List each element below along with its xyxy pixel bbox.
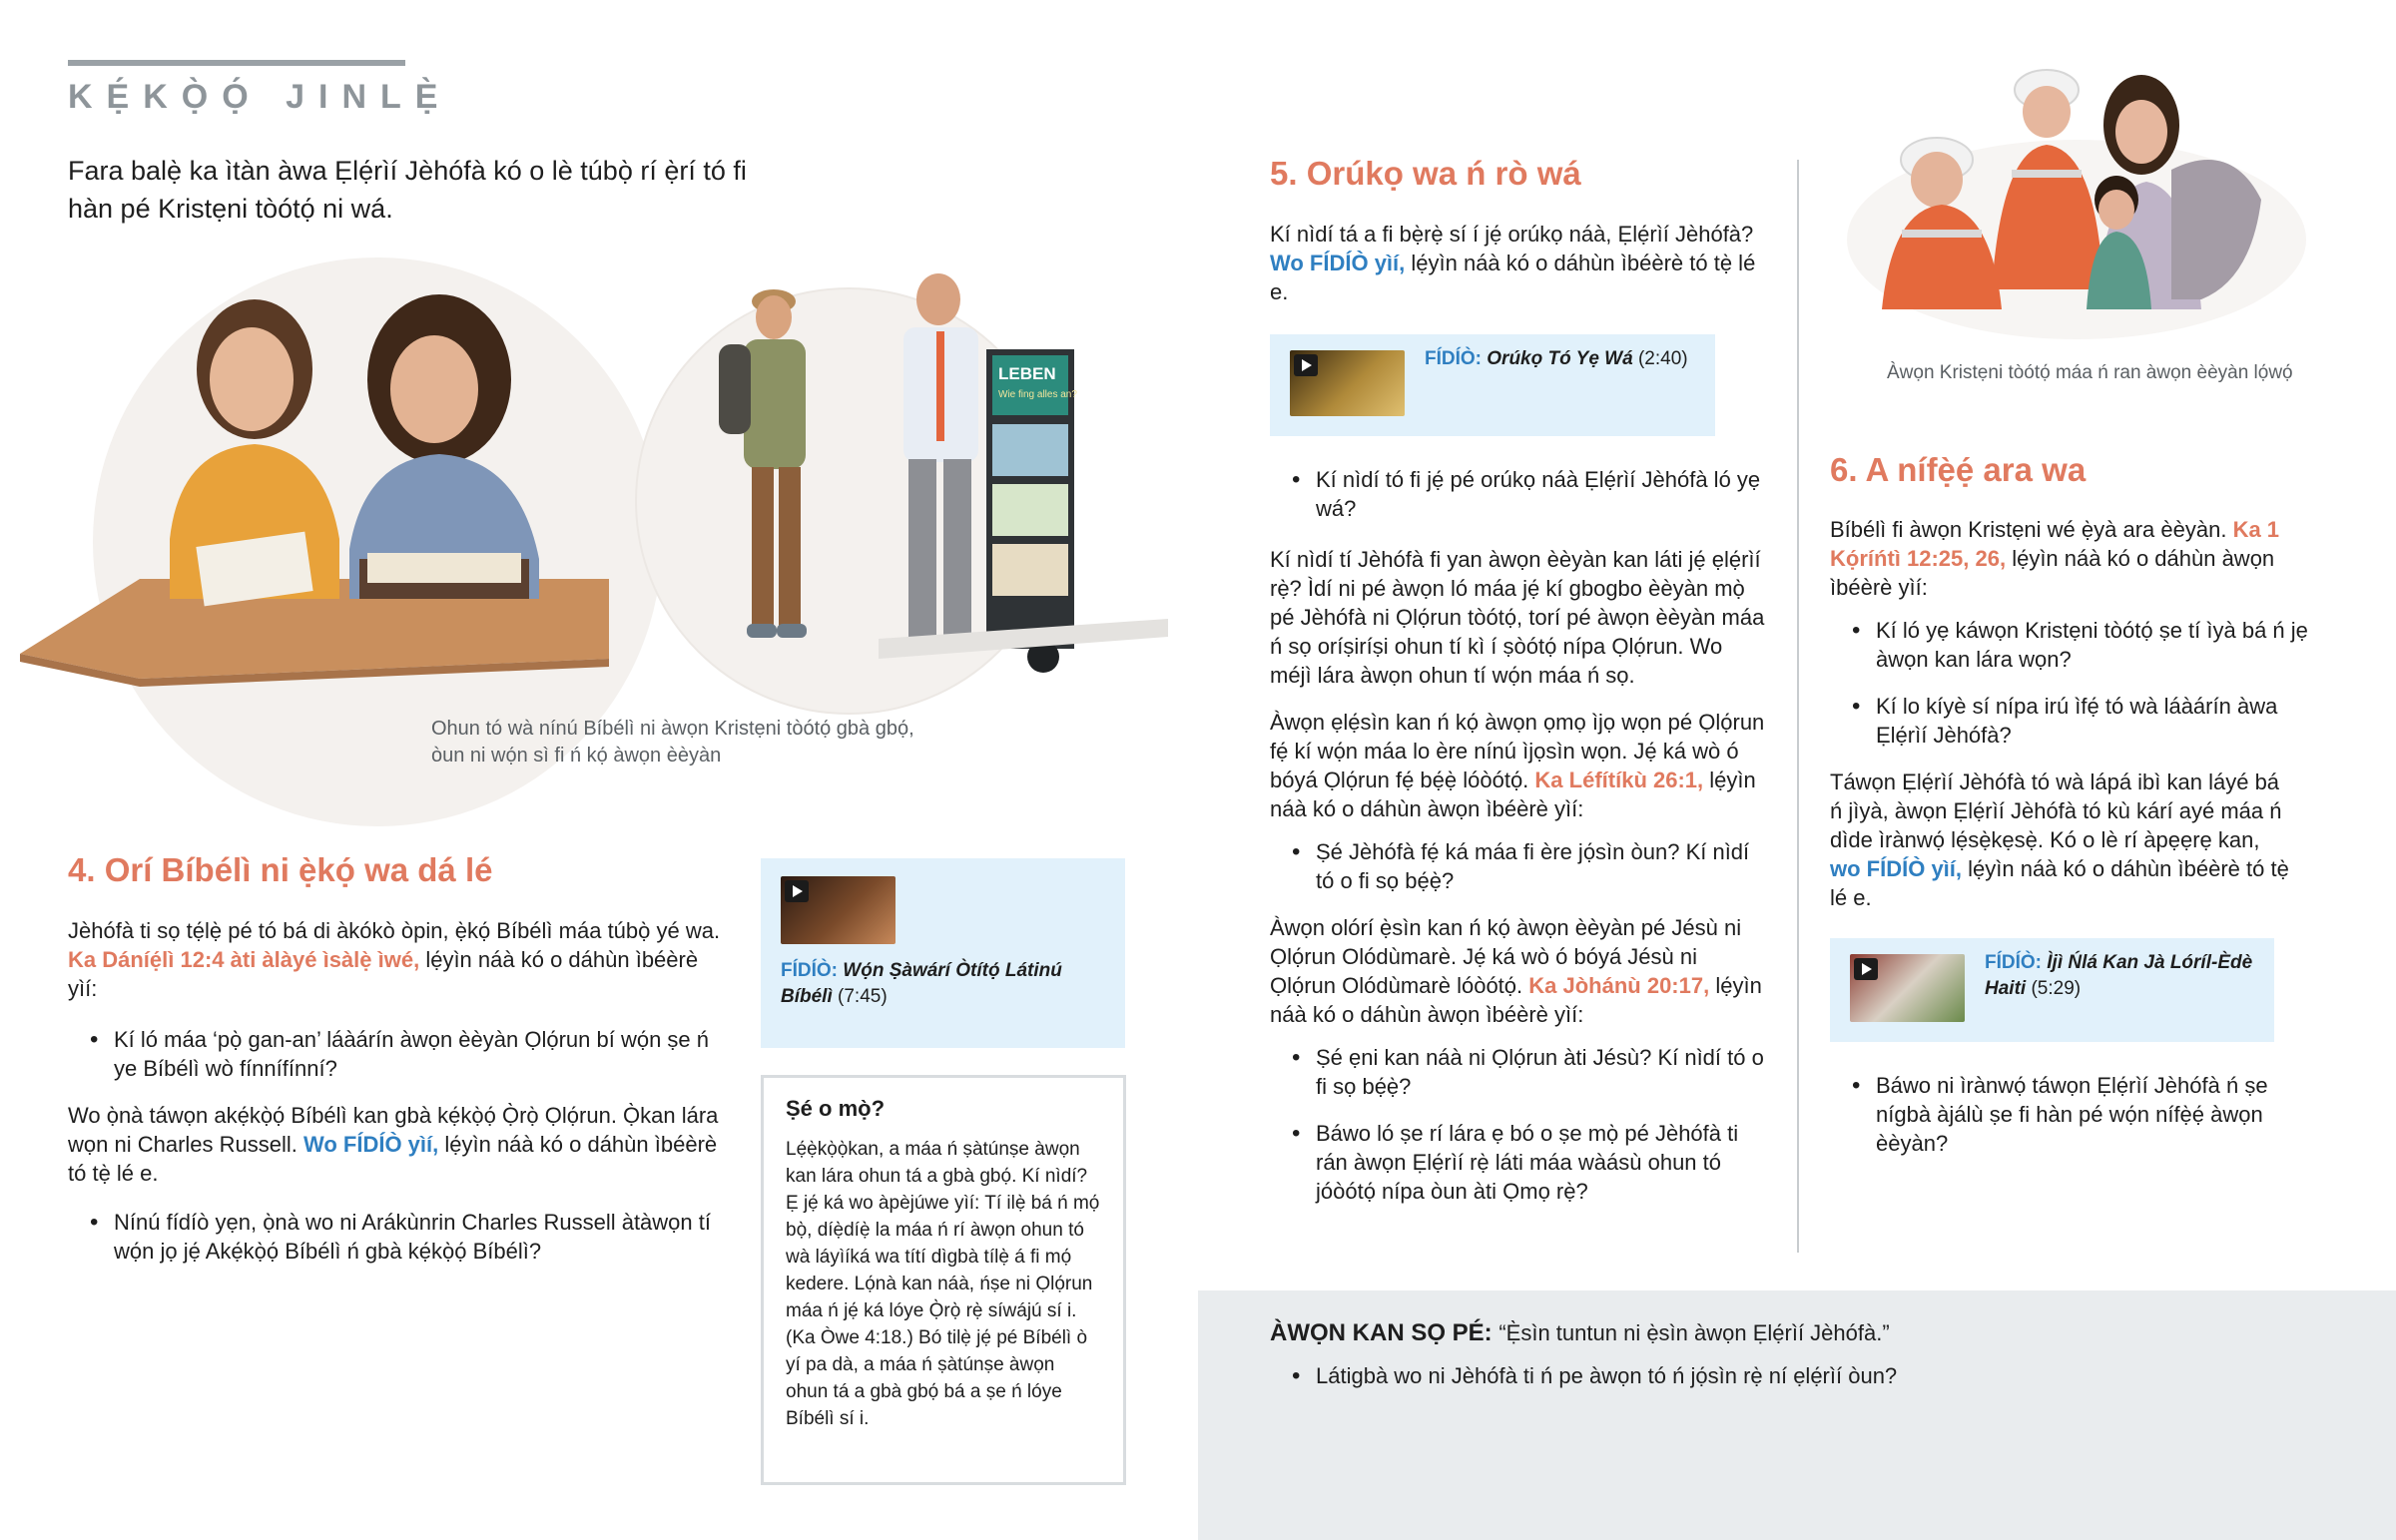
video-label (781, 958, 1110, 1010)
video-duration: (7:45) (838, 986, 888, 1007)
section-5-bullets-3 (1270, 1043, 1769, 1206)
section-4-heading: 4. Orí Bíbélì ni ẹ̀kọ́ wa dá lé (68, 851, 493, 888)
text-span: lẹ́yìn náà kó o dáhùn ìbéèrè tó tẹ̀ lé e. (68, 1132, 718, 1186)
question-item: • Kí lo kíyè sí nípa irú ìfẹ́ tó wà láàárín àwa Ẹlẹ́rìí Jèhófà? (1830, 692, 2334, 750)
question-item: • Nínú fídíò yẹn, ọ̀nà wo ni Arákùnrin Charles Russell àtàwọn tí wọ́n jọ jẹ́ Akẹ́kọ̀ọ́ Bíbélì ń gbà kẹ́kọ̀ọ́ Bíbélì? (68, 1208, 727, 1266)
text-span: Bíbélì fi àwọn Kristẹni wé ẹ̀yà ara èèyàn. (1830, 517, 2233, 542)
summary-bullets (1270, 1361, 2358, 1390)
section-6-heading: 6. A nífẹ̀ẹ́ ara wa (1830, 451, 2087, 488)
section-6-paragraph-1 (1830, 515, 2334, 602)
section-4-body (68, 916, 727, 1283)
did-you-know-text: Lẹ́ẹ̀kọ̀ọ̀kan, a máa ń ṣàtúnṣe àwọn kan lára ohun tá a gbà gbọ́. Kí nìdí? Ẹ jẹ́ ká wo àpèjúwe yìí: Tí ilẹ̀ bá ń mọ́ bọ̀, díẹ̀díẹ̀ la máa ń rí àwọn ohun tó wà láyìíká wa títí dìgbà tílẹ̀ á fi mọ́ kedere. Lọ́nà kan náà, ńṣe ni Ọlọ́run máa ń jẹ́ ká lóye Ọ̀rọ̀ rẹ̀ síwájú sí i. (Ka Òwe 4:18.) Bó tilẹ̀ jẹ́ pé Bíbélì ò yí pa dà, a máa ń ṣàtúnṣe àwọn ohun tá a gbà gbọ́ bá a ṣe ń lóye Bíbélì sí i. (786, 1139, 1100, 1429)
video-title: Wọ́n Ṣàwárí Òtítọ́ Látinú Bíbélì (781, 960, 1062, 1007)
text-span: lẹ́yìn náà kó o dáhùn àwọn ìbéèrè yìí: (1270, 973, 1762, 1027)
illustration-relief-work (1842, 50, 2311, 349)
summary-quote: “Ẹ̀sìn tuntun ni ẹ̀sìn àwọn Ẹlẹ́rìí Jèhófà.” (1498, 1320, 1890, 1345)
column-divider (1797, 160, 1799, 1253)
text-span: Kí nìdí tá a fi bẹ̀rẹ̀ sí í jẹ́ orúkọ náà, Ẹlẹ́rìí Jèhófà? (1270, 222, 1754, 247)
section-5-paragraph-3 (1270, 708, 1769, 823)
illustration-right-caption: Àwọn Kristẹni tòótọ́ máa ń ran àwọn èèyàn lọ́wọ́ (1887, 362, 2293, 383)
video-title: Ìjì Ńlá Kan Jà Lóríl-Èdè Haiti (1985, 952, 2253, 999)
text-span: Wo ọ̀nà táwọn akẹ́kọ̀ọ́ Bíbélì kan gbà kẹ́kọ̀ọ́ Ọ̀rọ̀ Ọlọ́run. Ọ̀kan lára wọn ni Charles Russell. (68, 1103, 719, 1157)
video-link[interactable]: wo FÍDÍÒ yìí, (1830, 856, 1963, 881)
section-6-body (1830, 515, 2334, 912)
text-span: Jèhófà ti sọ tẹ́lẹ̀ pé tó bá di àkókò òpin, ẹ̀kọ́ Bíbélì máa túbọ̀ yé wa. (68, 918, 721, 943)
scripture-link-leviticus[interactable]: Ka Léfítíkù 26:1, (1534, 768, 1704, 792)
section-4-paragraph-1 (68, 916, 727, 1003)
section-4-bullets-2 (68, 1208, 727, 1266)
text-span: lẹ́yìn náà kó o dáhùn ìbéèrè tó tẹ̀ lé e. (1830, 856, 2289, 910)
section-5-video-card[interactable] (1270, 334, 1715, 436)
section-5-paragraph-1 (1270, 220, 1769, 306)
section-6-body-bottom (1830, 1071, 2299, 1176)
section-6-bullets-2 (1830, 1071, 2299, 1158)
section-4-video-card[interactable] (761, 858, 1125, 1048)
video-duration: (5:29) (2031, 978, 2082, 999)
section-6-video-card[interactable] (1830, 938, 2274, 1042)
scripture-link-john[interactable]: Ka Jòhánù 20:17, (1528, 973, 1710, 998)
video-link[interactable]: Wo FÍDÍÒ yìí, (302, 1132, 439, 1157)
video-tag: FÍDÍÒ: (1985, 952, 2042, 973)
question-item: • Kí nìdí tó fi jẹ́ pé orúkọ náà Ẹlẹ́rìí Jèhófà ló yẹ wá? (1270, 465, 1769, 523)
section-6-paragraph-2 (1830, 768, 2289, 912)
header-rule (68, 60, 405, 66)
section-5-paragraph-4 (1270, 913, 1769, 1029)
scripture-link-daniel[interactable]: Ka Dáníẹ́lì 12:4 àti àlàyé ìsàlẹ̀ ìwé, (68, 947, 420, 972)
summary-content (1270, 1317, 2358, 1408)
section-5-paragraph-2: Kí nìdí tí Jèhófà fi yan àwọn èèyàn kan láti jẹ́ ẹlẹ́rìí rẹ̀? Ìdí ni pé àwọn ló máa jẹ́ kí gbogbo èèyàn mọ̀ pé Jèhófà ni Ọlọ́run tòótọ́, torí pé àwọn èèyàn máa ń sọ oríṣiríṣi ohun tí kì í ṣòótọ́ nípa Ọlọ́run. Wo méjì lára àwọn ohun tí wọ́n máa ń sọ. (1270, 547, 1765, 688)
text-span: Táwọn Ẹlẹ́rìí Jèhófà tó wà lápá ibì kan láyé bá ń jìyà, àwọn Ẹlẹ́rìí Jèhófà tó kù kárí ayé máa ń dìde ìrànwọ́ lẹ́sẹ̀kẹsẹ̀. Kó o lè rí àpẹẹrẹ kan, (1830, 770, 2282, 852)
video-thumbnail[interactable] (1850, 954, 1965, 1022)
section-5-heading: 5. Orúkọ wa ń rò wá (1270, 155, 1581, 192)
question-item: • Kí ló máa ‘pọ̀ gan-an’ láàárín àwọn èèyàn Ọlọ́run bí wọ́n ṣe ń ye Bíbélì wò fínnífínní? (68, 1025, 727, 1083)
stand-sign-subtext: Wie fing alles an? (998, 389, 1077, 400)
question-item: • Látigbà wo ni Jèhófà ti ń pe àwọn tó ń jọ́sìn rẹ̀ ní ẹlẹ́rìí òun? (1270, 1361, 2358, 1390)
video-thumbnail[interactable] (1290, 350, 1405, 416)
stand-sign-text: LEBEN (998, 364, 1056, 383)
question-item: • Kí ló yẹ káwọn Kristẹni tòótọ́ ṣe tí ìyà bá ń jẹ àwọn kan lára wọn? (1830, 616, 2334, 674)
play-icon[interactable] (1854, 958, 1878, 980)
caption-line-1: Ohun tó wà nínú Bíbélì ni àwọn Kristẹni tòótọ́ gbà gbọ́, (431, 718, 914, 740)
text-span: lẹ́yìn náà kó o dáhùn ìbéèrè tó tẹ̀ lé e. (1270, 251, 1756, 304)
question-item: • Ṣé ẹni kan náà ni Ọlọ́run àti Jésù? Kí nìdí tó o fi sọ bẹ́ẹ̀? (1270, 1043, 1769, 1101)
text-span: lẹ́yìn náà kó o dáhùn àwọn ìbéèrè yìí: (1270, 768, 1756, 821)
caption-line-2: òun ni wọ́n sì fi ń kọ́ àwọn èèyàn (431, 745, 722, 767)
section-6-bullets-1 (1830, 616, 2334, 750)
illustration-left-caption (431, 716, 990, 770)
page-intro: Fara balẹ̀ ka ìtàn àwa Ẹlẹ́rìí Jèhófà kó o lè túbọ̀ rí ẹ̀rí tó fi hàn pé Kristẹni tòótọ́ ni wá. (68, 156, 747, 224)
play-icon[interactable] (1294, 354, 1318, 376)
illustration-relief-work-svg (1842, 50, 2311, 349)
video-tag: FÍDÍÒ: (781, 960, 838, 981)
text-span: lẹ́yìn náà kó o dáhùn ìbéèrè yìí: (68, 947, 699, 1001)
summary-label: ÀWỌN KAN SỌ PÉ: (1270, 1319, 1493, 1346)
video-title: Orúkọ Tó Yẹ Wá (1487, 348, 1633, 369)
summary-heading (1270, 1317, 2358, 1349)
section-5-bullets-1 (1270, 465, 1769, 523)
question-item: • Báwo ni ìrànwọ́ táwọn Ẹlẹ́rìí Jèhófà ń ṣe nígbà àjálù ṣe fi hàn pé wọ́n nífẹ̀ẹ́ àwọn èèyàn? (1830, 1071, 2299, 1158)
play-icon[interactable] (785, 880, 809, 902)
section-5-body (1270, 465, 1769, 1224)
scripture-link-corinthians[interactable]: Ka 1 Kọ́ríńtì 12:25, 26, (1830, 517, 2280, 571)
question-item: • Ṣé Jèhófà fẹ́ ká máa fi ère jọ́sìn òun? Kí nìdí tó o fi sọ bẹ́ẹ̀? (1270, 837, 1769, 895)
text-span: Àwọn ẹlẹ́sìn kan ń kọ́ àwọn ọmọ ìjọ wọn pé Ọlọ́run fẹ́ kí wọ́n máa lo ère nínú ìjọsìn wọn. Jẹ́ ká wò ó bóyá Ọlọ́run fẹ́ bẹ́ẹ̀ lóòótọ́. (1270, 710, 1765, 792)
text-span: Àwọn olórí ẹ̀sìn kan ń kọ́ àwọn èèyàn pé Jésù ni Ọlọ́run Olódùmarè. Jẹ́ ká wò ó bóyá Jésù ni Ọlọ́run Olódùmarè lóòótọ́. (1270, 915, 1742, 998)
section-4-bullets-1 (68, 1025, 727, 1083)
section-4-paragraph-2 (68, 1101, 727, 1188)
video-thumbnail[interactable] (781, 876, 896, 944)
video-tag: FÍDÍÒ: (1425, 348, 1482, 369)
video-label (1425, 346, 1704, 372)
did-you-know-box (761, 1075, 1126, 1485)
did-you-know-title: Ṣé o mọ̀? (786, 1096, 886, 1121)
text-span: lẹ́yìn náà kó o dáhùn àwọn ìbéèrè yìí: (1830, 546, 2275, 600)
question-item: • Báwo ló ṣe rí lára ẹ bó o ṣe mọ̀ pé Jèhófà ti rán àwọn Ẹlẹ́rìí rẹ̀ láti máa wàásù ohun tó jóòótọ́ nípa òun àti Ọmọ rẹ̀? (1270, 1119, 1769, 1206)
video-label (1985, 950, 2264, 1002)
section-5-bullets-2 (1270, 837, 1769, 895)
page-kicker: KẸ́KỌ̀Ọ́ JINLẸ̀ (68, 78, 452, 116)
video-duration: (2:40) (1637, 348, 1688, 369)
section-5-body-top (1270, 220, 1769, 306)
video-link[interactable]: Wo FÍDÍÒ yìí, (1270, 251, 1406, 275)
